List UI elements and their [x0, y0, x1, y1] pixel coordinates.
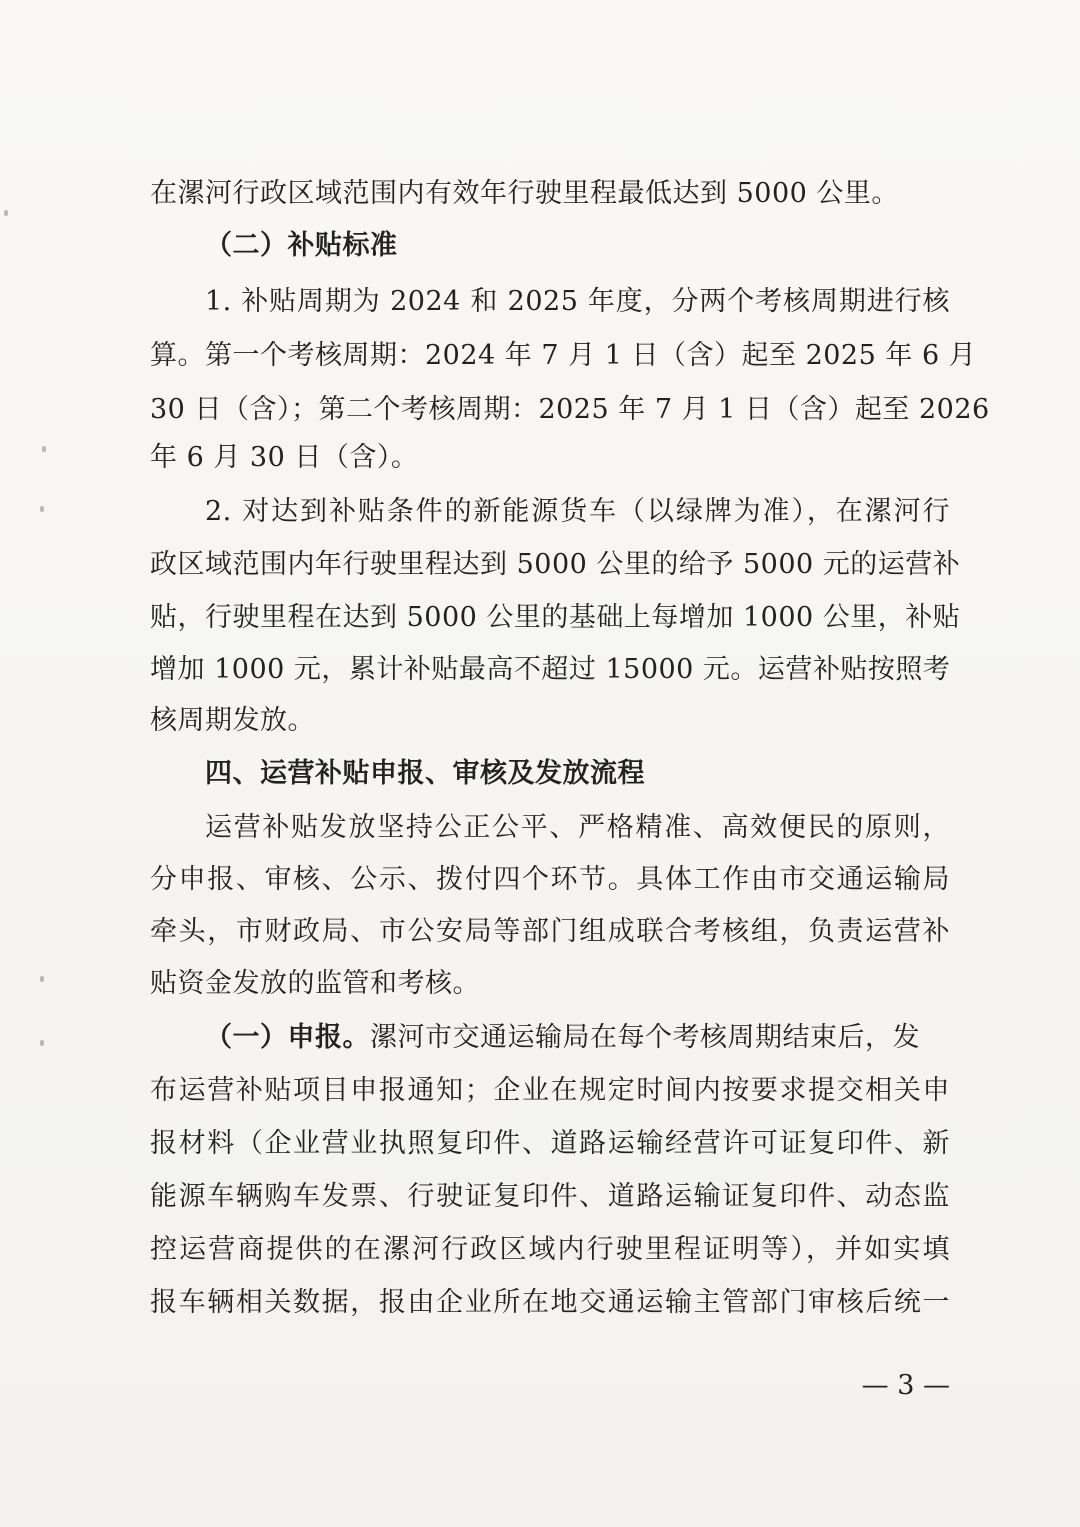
- scan-mark: [40, 976, 44, 982]
- section-heading-process: 四、运营补贴申报、审核及发放流程: [205, 758, 645, 789]
- text-line: 报车辆相关数据，报由企业所在地交通运输主管部门审核后统一: [150, 1287, 950, 1318]
- text-line: 能源车辆购车发票、行驶证复印件、道路运输证复印件、动态监: [150, 1181, 950, 1212]
- text-line: 控运营商提供的在漯河行政区域内行驶里程证明等），并如实填: [150, 1234, 950, 1265]
- scan-mark: [40, 506, 44, 512]
- text-line: 报材料（企业营业执照复印件、道路运输经营许可证复印件、新: [150, 1128, 950, 1159]
- text-line: 30 日（含）；第二个考核周期：2025 年 7 月 1 日（含）起至 2026: [150, 394, 990, 425]
- text-line: 牵头，市财政局、市公安局等部门组成联合考核组，负责运营补: [150, 916, 950, 947]
- page-number: — 3 —: [861, 1370, 950, 1401]
- text-line: 增加 1000 元，累计补贴最高不超过 15000 元。运营补贴按照考: [150, 654, 951, 685]
- text-line: 布运营补贴项目申报通知；企业在规定时间内按要求提交相关申: [150, 1075, 950, 1106]
- text-line: 运营补贴发放坚持公正公平、严格精准、高效便民的原则，: [205, 812, 950, 843]
- text-line: 贴资金发放的监管和考核。: [150, 968, 480, 999]
- text-line: 核周期发放。: [150, 705, 315, 736]
- text-line: 1. 补贴周期为 2024 和 2025 年度，分两个考核周期进行核: [205, 286, 950, 317]
- text-span: 漯河市交通运输局在每个考核周期结束后，发: [370, 1022, 920, 1053]
- scan-mark: [40, 1040, 44, 1046]
- text-line: 贴，行驶里程在达到 5000 公里的基础上每增加 1000 公里，补贴: [150, 602, 961, 633]
- text-line: 算。第一个考核周期：2024 年 7 月 1 日（含）起至 2025 年 6 月: [150, 340, 977, 371]
- scan-mark: [4, 210, 8, 216]
- text-line: [205, 1020, 950, 1056]
- section-heading-subsidy-standard: （二）补贴标准: [205, 230, 398, 261]
- text-line: 年 6 月 30 日（含）。: [150, 442, 419, 473]
- scan-mark: [42, 446, 46, 452]
- text-line: 在漯河行政区域范围内有效年行驶里程最低达到 5000 公里。: [150, 178, 899, 209]
- text-line: 政区域范围内年行驶里程达到 5000 公里的给予 5000 元的运营补: [150, 549, 961, 580]
- text-line: 分申报、审核、公示、拨付四个环节。具体工作由市交通运输局: [150, 864, 950, 895]
- subsection-label-application: （一）申报。: [205, 1022, 370, 1053]
- text-line: 2. 对达到补贴条件的新能源货车（以绿牌为准），在漯河行: [205, 496, 950, 527]
